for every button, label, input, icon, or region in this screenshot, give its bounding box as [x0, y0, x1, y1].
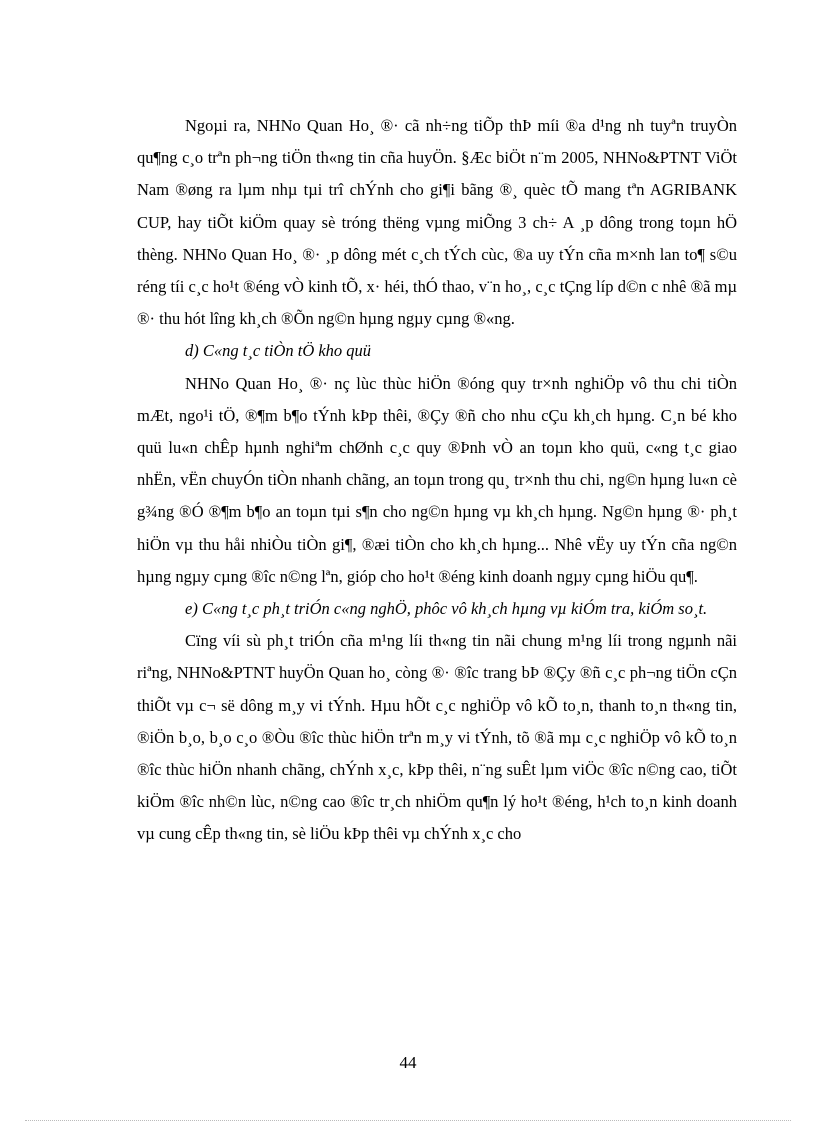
document-body	[137, 110, 737, 851]
paragraph-1: Ngoµi ra, NHNo Quan Ho¸ ®· cã nh÷ng tiÕp thÞ míi ®a d¹ng nh tuyªn truyÒn qu¶ng c¸o trªn ph¬ng tiÖn th«ng tin cña huyÖn. §Æc biÖt n¨m 2005, NHNo&PTNT ViÖt Nam ®øng ra lµm nhµ tµi trî chÝnh cho gi¶i bãng ®¸ quèc tÕ mang tªn AGRIBANK CUP, hay tiÕt kiÖm quay sè tróng thëng vµng miÕng 3 ch÷ A ¸p dông trong toµn hÖ thèng. NHNo Quan Ho¸ ®· ¸p dông mét c¸ch tÝch cùc, ®a uy tÝn cña m×nh lan to¶ s©u réng tíi c¸c ho¹t ®éng vÒ kinh tÕ, x· héi, thÓ thao, v¨n ho¸, c¸c tÇng líp d©n c nhê ®ã mµ ®· thu hót lîng kh¸ch ®Õn ng©n hµng ngµy cµng ®«ng.	[137, 116, 737, 329]
heading-d: d) C«ng t¸c tiÒn tÖ kho quü	[185, 341, 372, 361]
paragraph-2: NHNo Quan Ho¸ ®· nç lùc thùc hiÖn ®óng quy tr×nh nghiÖp vô thu chi tiÒn mÆt, ngo¹i tÖ, ®¶m b¶o tÝnh kÞp thêi, ®Çy ®ñ cho nhu cÇu kh¸ch hµng. C¸n bé kho quü lu«n chÊp hµnh nghiªm chØnh c¸c quy ®Þnh vÒ an toµn kho quü, c«ng t¸c giao nhËn, vËn chuyÓn tiÒn nhanh chãng, an toµn trong qu¸ tr×nh thu chi, ng©n hµng lu«n cè g¾ng ®Ó ®¶m b¶o an toµn tµi s¶n cho ng©n hµng vµ kh¸ch hµng. Ng©n hµng ®· ph¸t hiÖn vµ thu håi nhiÒu tiÒn gi¶, ®æi tiÒn cho kh¸ch hµng... Nhê vËy uy tÝn cña ng©n hµng ngµy cµng ®îc n©ng lªn, gióp cho ho¹t ®éng kinh doanh ngµy cµng hiÖu qu¶.	[137, 373, 737, 586]
paragraph-3: Cïng víi sù ph¸t triÓn cña m¹ng líi th«ng tin nãi chung m¹ng líi trong ngµnh nãi riªng, NHNo&PTNT huyÖn Quan ho¸ còng ®· ®îc trang bÞ ®Çy ®ñ c¸c ph¬ng tiÖn cÇn thiÕt vµ c¬ së dông m¸y vi tÝnh. Hµu hÕt c¸c nghiÖp vô kÕ to¸n, thanh to¸n th«ng tin, ®iÖn b¸o, b¸o c¸o ®Òu ®îc thùc hiÖn trªn m¸y vi tÝnh, tõ ®ã mµ c¸c nghiÖp vô kÕ to¸n ®îc thùc hiÖn nhanh chãng, chÝnh x¸c, kÞp thêi, n¨ng suÊt lµm viÖc ®îc n©ng cao, tiÕt kiÖm ®îc nh©n lùc, n©ng cao ®îc tr¸ch nhiÖm qu¶n lý ho¹t ®éng, h¹ch to¸n kinh doanh vµ cung cÊp th«ng tin, sè liÖu kÞp thêi vµ chÝnh x¸c cho	[137, 631, 737, 844]
page-number: 44	[399, 1053, 417, 1072]
page-bottom-border	[25, 1120, 791, 1121]
heading-e: e) C«ng t¸c ph¸t triÓn c«ng nghÖ, phôc vô kh¸ch hµng vµ kiÓm tra, kiÓm so¸t.	[185, 599, 708, 619]
